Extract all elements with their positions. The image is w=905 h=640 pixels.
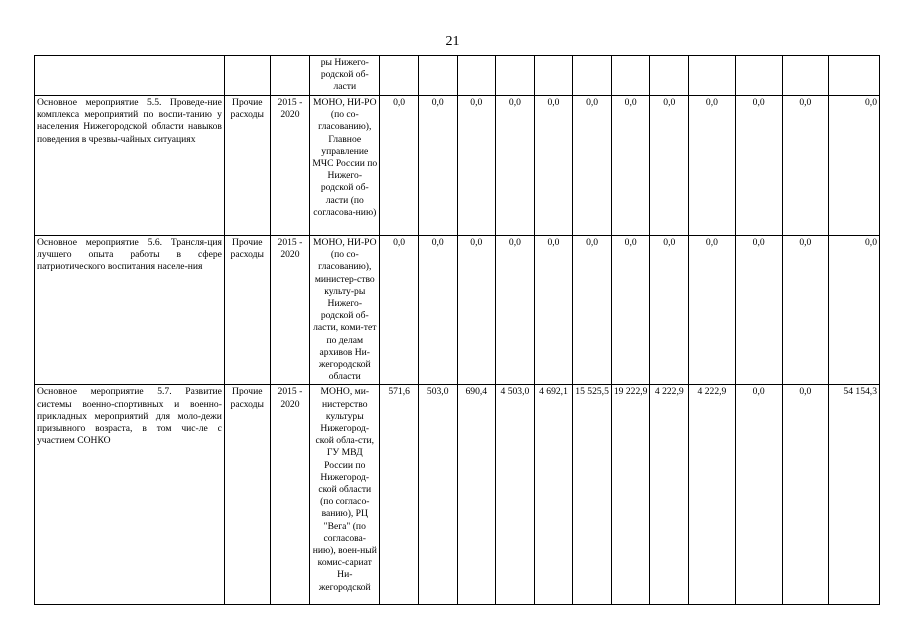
value-cell: 0,0	[611, 96, 650, 236]
value-cell: 0,0	[457, 96, 496, 236]
value-cell: 4 222,9	[689, 385, 736, 605]
executor: МОНО, НИ-РО (по со-гласованию), Главное управление МЧС России по Нижего-родской об-ласти (по согласова-нию)	[310, 96, 380, 236]
value-cell: 0,0	[573, 236, 612, 385]
value-cell: 0,0	[418, 236, 457, 385]
value-cell: 0,0	[650, 236, 689, 385]
value-cell	[650, 56, 689, 96]
value-cell: 0,0	[496, 236, 535, 385]
value-cell: 0,0	[689, 236, 736, 385]
value-cell: 690,4	[457, 385, 496, 605]
activity-description	[35, 56, 225, 96]
value-cell: 4 503,0	[496, 385, 535, 605]
period: 2015 - 2020	[270, 96, 310, 236]
value-cell: 0,0	[650, 96, 689, 236]
value-cell: 4 222,9	[650, 385, 689, 605]
executor: МОНО, ми-нистерство культуры Нижегород-ской обла-сти, ГУ МВД России по Нижегород-ской области (по согласо-ванию), РЦ "Вега" (по согласова-нию), воен-ный комис-сариат Ни-жегородской	[310, 385, 380, 605]
period: 2015 - 2020	[270, 385, 310, 605]
activity-description: Основное мероприятие 5.5. Проведе-ние комплекса мероприятий по воспи-танию у населения Нижегородской области навыков поведения в чрезвы-чайных ситуациях	[35, 96, 225, 236]
expense-type: Прочие расходы	[224, 236, 270, 385]
value-cell	[735, 56, 782, 96]
value-cell: 0,0	[573, 96, 612, 236]
table-row	[35, 236, 880, 385]
value-cell: 0,0	[735, 96, 782, 236]
activity-description: Основное мероприятие 5.7. Развитие системы военно-спортивных и военно-прикладных мероприятий для моло-дежи призывного возраста, в том чис-ле с участием СОНКО	[35, 385, 225, 605]
value-cell	[418, 56, 457, 96]
value-cell: 19 222,9	[611, 385, 650, 605]
table-row	[35, 96, 880, 236]
value-cell: 571,6	[380, 385, 419, 605]
value-cell: 0,0	[534, 236, 573, 385]
value-cell: 0,0	[457, 236, 496, 385]
table-row	[35, 56, 880, 96]
value-cell: 0,0	[611, 236, 650, 385]
value-cell	[534, 56, 573, 96]
value-cell: 503,0	[418, 385, 457, 605]
value-cell: 4 692,1	[534, 385, 573, 605]
value-cell	[380, 56, 419, 96]
value-cell	[782, 56, 829, 96]
page-number: 21	[445, 34, 460, 49]
table-row	[35, 385, 880, 605]
value-cell: 0,0	[735, 236, 782, 385]
period	[270, 56, 310, 96]
value-cell: 0,0	[380, 96, 419, 236]
budget-table	[34, 55, 880, 605]
value-cell: 0,0	[534, 96, 573, 236]
expense-type	[224, 56, 270, 96]
executor: МОНО, НИ-РО (по со-гласованию), министер-ство культу-ры Нижего-родской об-ласти, коми-тет по делам архивов Ни-жегородской области	[310, 236, 380, 385]
value-cell	[496, 56, 535, 96]
activity-description: Основное мероприятие 5.6. Трансля-ция лучшего опыта работы в сфере патриотического воспитания населе-ния	[35, 236, 225, 385]
value-cell	[573, 56, 612, 96]
value-cell: 54 154,3	[829, 385, 880, 605]
value-cell: 0,0	[380, 236, 419, 385]
value-cell: 0,0	[782, 96, 829, 236]
value-cell: 0,0	[418, 96, 457, 236]
value-cell	[457, 56, 496, 96]
value-cell: 0,0	[782, 236, 829, 385]
value-cell: 0,0	[782, 385, 829, 605]
value-cell: 0,0	[735, 385, 782, 605]
value-cell: 0,0	[496, 96, 535, 236]
value-cell: 0,0	[829, 236, 880, 385]
value-cell	[689, 56, 736, 96]
value-cell	[611, 56, 650, 96]
value-cell	[829, 56, 880, 96]
value-cell: 0,0	[689, 96, 736, 236]
value-cell: 15 525,5	[573, 385, 612, 605]
period: 2015 - 2020	[270, 236, 310, 385]
executor: ры Нижего-родской об-ласти	[310, 56, 380, 96]
value-cell: 0,0	[829, 96, 880, 236]
expense-type: Прочие расходы	[224, 96, 270, 236]
expense-type: Прочие расходы	[224, 385, 270, 605]
